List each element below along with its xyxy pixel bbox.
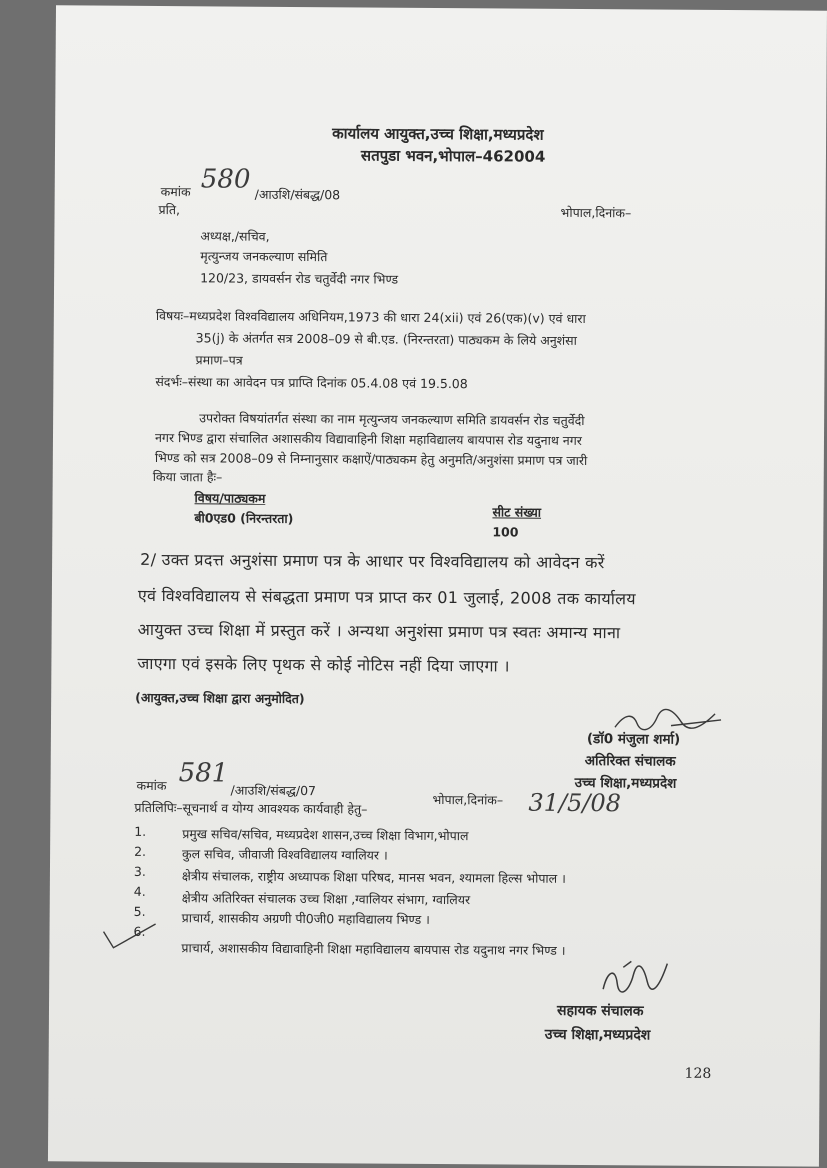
copy-item-num: 2. xyxy=(134,843,147,859)
course-header: विषय/पाठ्यकम xyxy=(194,490,266,506)
copy-item-text: क्षेत्रीय अतिरिक्त संचालक उच्च शिक्षा ,ग्वालियर संभाग, ग्वालियर xyxy=(181,890,471,908)
assistant-designation: सहायक संचालक xyxy=(556,1002,644,1020)
copy-ref-prefix: कमांक xyxy=(136,777,167,794)
ref-prefix: कमांक xyxy=(160,184,191,200)
subject-line-3: प्रमाण–पत्र xyxy=(195,352,243,368)
seats-header: सीट संख्या xyxy=(492,504,542,520)
signatory-name: (डॉ0 मंजुला शर्मा) xyxy=(586,731,681,748)
copy-item-text: प्रमुख सचिव/सचिव, मध्यप्रदेश शासन,उच्च शिक्षा विभाग,भोपाल xyxy=(182,826,469,844)
document-page xyxy=(48,5,827,1166)
copy-item-num: 6. xyxy=(133,923,146,939)
copy-item-num: 1. xyxy=(134,823,147,839)
page-number: 128 xyxy=(684,1065,712,1082)
copy-item-text: प्राचार्य, शासकीय अग्रणी पी0जी0 महाविद्यालय भिण्ड । xyxy=(181,910,430,927)
tick-mark xyxy=(99,922,159,952)
assistant-office: उच्च शिक्षा,मध्यप्रदेश xyxy=(544,1026,651,1044)
subject-line-2: 35(j) के अंतर्गत सत्र 2008–09 से बी.एड. (निरन्तरता) पाठ्यकम के लिये अनुशंसा xyxy=(195,330,577,348)
seats-value: 100 xyxy=(492,524,519,540)
copy-ref-handwritten-number: 581 xyxy=(178,758,229,789)
para2-line-2: एवं विश्वविद्यालय से संबद्धता प्रमाण पत्र प्राप्त कर 01 जुलाई, 2008 तक कार्यालय xyxy=(137,585,636,609)
signature-mark xyxy=(597,957,677,998)
ref-suffix: /आउशि/संबद्ध/08 xyxy=(254,186,341,203)
ref-place-date: भोपाल,दिनांक– xyxy=(560,204,632,221)
body-line-1: उपरोक्त विषयांतर्गत संस्था का नाम मृत्युन्जय जनकल्याण समिति डायवर्सन रोड चतुर्वेदी xyxy=(199,410,585,429)
addressee-line-2: मृत्युन्जय जनकल्याण समिति xyxy=(200,248,328,265)
signatory-designation: अतिरिक्त संचालक xyxy=(584,753,676,770)
copy-item-text: कुल सचिव, जीवाजी विश्वविद्यालय ग्वालियर । xyxy=(182,846,388,863)
copy-ref-handwritten-date: 31/5/08 xyxy=(528,788,622,818)
office-address: सतपुडा भवन,भोपाल–462004 xyxy=(360,146,546,166)
copy-item-num: 5. xyxy=(133,903,146,919)
addressee-line-1: अध्यक्ष,/सचिव, xyxy=(200,228,270,244)
approval-note: (आयुक्त,उच्च शिक्षा द्वारा अनुमोदित) xyxy=(135,689,305,707)
body-line-2: नगर भिण्ड द्वारा संचालित अशासकीय विद्यावाहिनी शिक्षा महाविद्यालय बायपास रोड यदुनाथ नगर xyxy=(154,430,582,448)
prati-label: प्रति, xyxy=(158,202,181,218)
body-line-4: किया जाता हैः– xyxy=(152,468,223,485)
copy-item-num: 3. xyxy=(133,863,146,879)
subject-reference: संदर्भः–संस्था का आवेदन पत्र प्राप्ति दिनांक 05.4.08 एवं 19.5.08 xyxy=(155,374,468,392)
copy-heading: प्रतिलिपिः–सूचनार्थ व योग्य आवश्यक कार्यवाही हेतु– xyxy=(134,799,368,817)
copy-item-num: 4. xyxy=(133,883,146,899)
body-line-3: भिण्ड को सत्र 2008–09 से निम्नानुसार कक्षाऐं/पाठ्यकम हेतु अनुमति/अनुशंसा प्रमाण पत्र जारी xyxy=(154,450,588,469)
subject-line-1: विषयः–मध्यप्रदेश विश्वविद्यालय अधिनियम,1973 की धारा 24(xii) एवं 26(एक)(v) एवं धारा xyxy=(155,308,586,327)
copy-ref-suffix: /आउशि/संबद्ध/07 xyxy=(230,782,317,799)
para2-line-4: जाएगा एवं इसके लिए पृथक से कोई नोटिस नहीं दिया जाएगा । xyxy=(137,653,510,676)
signatory-office: उच्च शिक्षा,मध्यप्रदेश xyxy=(574,774,677,792)
copy-ref-place-date: भोपाल,दिनांक– xyxy=(432,791,504,808)
ref-handwritten-number: 580 xyxy=(200,164,251,195)
copy-item-text: क्षेत्रीय संचालक, राष्ट्रीय अध्यापक शिक्षा परिषद, मानस भवन, श्यामला हिल्स भोपाल । xyxy=(181,868,566,886)
addressee-line-3: 120/23, डायवर्सन रोड चतुर्वेदी नगर भिण्ड xyxy=(200,270,399,287)
course-value: बी0एड0 (निरन्तरता) xyxy=(194,510,294,526)
para2-line-3: आयुक्त उच्च शिक्षा में प्रस्तुत करें । अन्यथा अनुशंसा प्रमाण पत्र स्वतः अमान्य माना xyxy=(137,619,621,643)
copy-item-text: प्राचार्य, अशासकीय विद्यावाहिनी शिक्षा महाविद्यालय बायपास रोड यदुनाथ नगर भिण्ड । xyxy=(181,940,566,958)
office-title: कार्यालय आयुक्त,उच्च शिक्षा,मध्यप्रदेश xyxy=(332,124,544,144)
para2-line-1: 2/ उक्त प्रदत्त अनुशंसा प्रमाण पत्र के आधार पर विश्वविद्यालय को आवेदन करें xyxy=(140,549,605,573)
